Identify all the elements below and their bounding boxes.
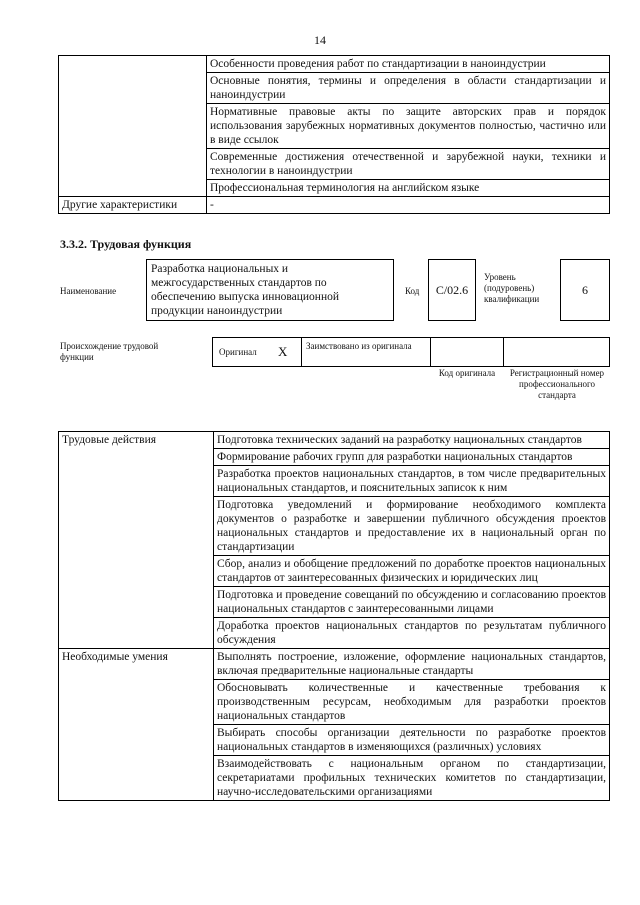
code-value: C/02.6 <box>435 282 469 297</box>
code-label: Код <box>405 286 420 296</box>
action-item: Доработка проектов национальных стандартов по результатам публичного обсуждения <box>214 618 610 649</box>
origin-original-cell <box>212 337 302 367</box>
table-row <box>59 56 610 73</box>
main-function-table <box>58 431 610 801</box>
borrowed-label: Заимствовано из оригинала <box>306 341 412 351</box>
knowledge-item: Современные достижения отечественной и зарубежной науки, техники и технологии в наноиндустрии <box>207 149 610 180</box>
table-row <box>59 649 610 680</box>
skill-item: Взаимодействовать с национальным органом по стандартизации, секретариатами профильных технических комитетов по стандартизации, научно-исследовательскими организациями <box>214 756 610 801</box>
origin-label: Происхождение трудовой функции <box>60 341 159 362</box>
origin-reg-cell <box>503 337 610 367</box>
code-box <box>428 259 476 321</box>
original-label: Оригинал <box>219 347 257 357</box>
skill-item: Выполнять построение, изложение, оформление национальных стандартов, включая предварительные национальные стандарты <box>214 649 610 680</box>
skills-label: Необходимые умения <box>59 649 214 801</box>
skill-item: Выбирать способы организации деятельности по разработке проектов национальных стандартов в изменяющихся (различных) условиях <box>214 725 610 756</box>
section-title: 3.3.2. Трудовая функция <box>60 237 192 251</box>
action-item: Подготовка технических заданий на разработку национальных стандартов <box>214 432 610 449</box>
actions-label: Трудовые действия <box>59 432 214 649</box>
table-row <box>59 432 610 449</box>
action-item: Подготовка уведомлений и формирование необходимого комплекта документов о разработке и завершении публичного обсуждения проектов национальных стандартов и предоставление их в национальный орган по стандартизации <box>214 497 610 556</box>
origin-borrowed-cell <box>301 337 431 367</box>
level-value: 6 <box>582 282 588 297</box>
action-item: Сбор, анализ и обобщение предложений по доработке проектов национальных стандартов от заинтересованных физических и юридических лиц <box>214 556 610 587</box>
original-mark: X <box>278 344 288 359</box>
action-item: Подготовка и проведение совещаний по обсуждению и согласованию проектов национальных стандартов с заинтересованными лицами <box>214 587 610 618</box>
origin-code-cell <box>430 337 504 367</box>
knowledge-item: Нормативные правовые акты по защите авторских прав и порядок использования зарубежных нормативных документов полностью, частично или в виде ссылок <box>207 104 610 149</box>
top-knowledge-table <box>58 55 610 214</box>
function-name-value: Разработка национальных и межгосударственных стандартов по обеспечению выпуска инновационной продукции наноиндустрии <box>151 263 340 317</box>
knowledge-item: Профессиональная терминология на английском языке <box>207 180 610 197</box>
table-row <box>59 197 610 214</box>
page-number: 14 <box>314 33 326 47</box>
level-box <box>560 259 610 321</box>
other-characteristics-label: Другие характеристики <box>59 197 207 214</box>
function-name-box <box>146 259 394 321</box>
knowledge-item: Основные понятия, термины и определения в области стандартизации и наноиндустрии <box>207 73 610 104</box>
knowledge-label-cell <box>59 56 207 197</box>
other-characteristics-value: - <box>207 197 610 214</box>
name-label: Наименование <box>60 286 117 296</box>
action-item: Разработка проектов национальных стандартов, в том числе предварительных национальных стандартов, и пояснительных записок к ним <box>214 466 610 497</box>
level-label: Уровень (подуровень) квалификации <box>484 272 540 304</box>
action-item: Формирование рабочих групп для разработки национальных стандартов <box>214 449 610 466</box>
reg-caption: Регистрационный номер профессионального стандарта <box>509 368 605 400</box>
skill-item: Обосновывать количественные и качественные требования к производственным ресурсам, необходимым для разработки проектов национальных стандартов <box>214 680 610 725</box>
code-caption: Код оригинала <box>438 368 496 378</box>
knowledge-item: Особенности проведения работ по стандартизации в наноиндустрии <box>207 56 610 73</box>
